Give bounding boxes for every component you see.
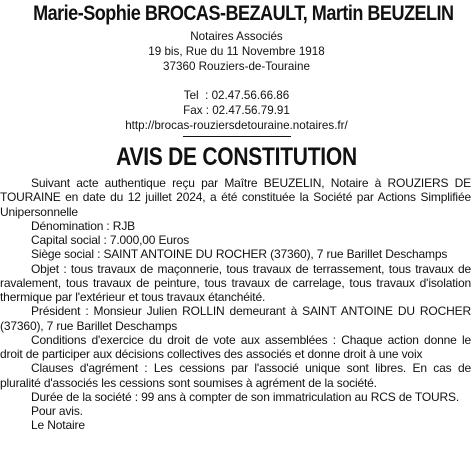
paragraph-capital: Capital social : 7.000,00 Euros xyxy=(31,233,190,247)
fax: Fax : 02.47.56.79.91 xyxy=(183,103,290,117)
paragraph-intro: Suivant acte authentique reçu par Maître BEUZELIN, Notaire à ROUZIERS DE TOURAINE en date du 12 juillet 2024, a été constituée la Société par Actions Simplifiée Unipersonnelle xyxy=(0,176,471,219)
paragraph-closing: Pour avis. xyxy=(31,404,83,418)
paragraph-denomination: Dénomination : RJB xyxy=(31,218,136,233)
notice-title: AVIS DE CONSTITUTION xyxy=(116,143,357,171)
firm-name: Marie-Sophie BROCAS-BEZAULT, Martin BEUZELIN xyxy=(33,2,454,25)
paragraph-voting-rights: Conditions d'exercice du droit de vote aux assemblées : Chaque action donne le droit de participer aux décisions collectives des associés et donne droit à une voix xyxy=(0,332,471,361)
paragraph-president: Président : Monsieur Julien ROLLIN demeurant à SAINT ANTOINE DU ROCHER (37360), 7 rue Barillet Deschamps xyxy=(0,304,471,333)
notary-header xyxy=(0,2,473,137)
firm-type: Notaires Associés xyxy=(190,29,283,43)
paragraph-approval-clauses: Clauses d'agrément : Les cessions par l'associé unique sont libres. En cas de pluralité d'associés les cessions sont soumises à agrément de la société. xyxy=(0,361,471,390)
website-link[interactable]: http://brocas-rouziersdetouraine.notaires.fr/ xyxy=(125,118,348,132)
telephone: Tel : 02.47.56.66.86 xyxy=(183,88,290,102)
paragraph-duration: Durée de la société : 99 ans à compter de son immatriculation au RCS de TOURS. xyxy=(31,389,460,404)
header-divider xyxy=(183,136,291,137)
notice-body xyxy=(0,176,473,433)
paragraph-signature: Le Notaire xyxy=(31,418,85,433)
paragraph-purpose: Objet : tous travaux de maçonnerie, tous travaux de terrassement, tous travaux de ravalement, tous travaux de peinture, tous travaux de carrelage, tous travaux d'isolation thermique par l'extérieur et tous travaux étanchéité. xyxy=(0,261,471,304)
city-address: 37360 Rouziers-de-Touraine xyxy=(163,59,310,73)
street-address: 19 bis, Rue du 11 Novembre 1918 xyxy=(148,44,325,58)
paragraph-registered-office: Siège social : SAINT ANTOINE DU ROCHER (37360), 7 rue Barillet Deschamps xyxy=(31,247,448,262)
